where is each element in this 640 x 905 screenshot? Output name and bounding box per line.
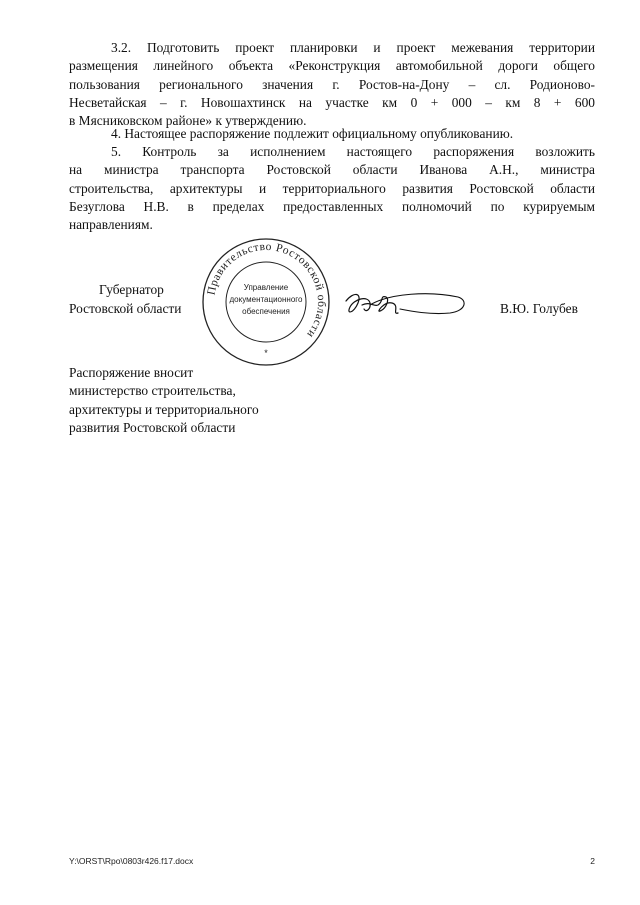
submitted-by-line: архитектуры и территориального bbox=[69, 401, 259, 417]
file-path: Y:\ORST\Rpo\0803r426.f17.docx bbox=[69, 856, 194, 866]
text-line: в Мясниковском районе» к утверждению. bbox=[69, 113, 307, 129]
text-line: пользования регионального значения г. Ростов-на-Дону – сл. Родионово- bbox=[69, 76, 595, 92]
submitted-by-line: министерство строительства, bbox=[69, 383, 236, 399]
text-line: размещения линейного объекта «Реконструкция автомобильной дороги общего bbox=[69, 58, 595, 74]
seal-center-line: Управление bbox=[243, 283, 289, 292]
seal-star: * bbox=[264, 348, 268, 358]
paragraph-4 bbox=[69, 125, 595, 143]
signer-position bbox=[69, 280, 181, 318]
seal-center-line: документационного bbox=[229, 295, 303, 304]
seal-ring-text: Правительство Ростовской области bbox=[205, 240, 328, 341]
official-seal bbox=[200, 236, 332, 368]
seal-center-line: обеспечения bbox=[242, 307, 290, 316]
paragraph-3-2 bbox=[69, 39, 595, 130]
text-line: Безуглова Н.В. в пределах предоставленных полномочий по курируемым bbox=[69, 198, 595, 214]
page-number: 2 bbox=[590, 856, 595, 866]
signer-position-line1: Губернатор bbox=[99, 282, 164, 297]
text-line: строительства, архитектуры и территориального развития Ростовской области bbox=[69, 180, 595, 196]
submitted-by-line: развития Ростовской области bbox=[69, 419, 236, 435]
text-line: на министра транспорта Ростовской области Иванова А.Н., министра bbox=[69, 162, 595, 178]
text-line: Несветайская – г. Новошахтинск на участке км 0 + 000 – км 8 + 600 bbox=[69, 94, 595, 110]
submitted-by-block bbox=[69, 364, 259, 437]
signer-name: В.Ю. Голубев bbox=[500, 301, 578, 316]
submitted-by-line: Распоряжение вносит bbox=[69, 365, 194, 380]
handwritten-signature bbox=[340, 287, 470, 323]
text-line: 4. Настоящее распоряжение подлежит официальному опубликованию. bbox=[111, 126, 514, 141]
signer-position-line2: Ростовской области bbox=[69, 301, 182, 316]
text-line: 3.2. Подготовить проект планировки и проект межевания территории bbox=[111, 40, 595, 55]
text-line: направлениям. bbox=[69, 217, 153, 233]
paragraph-5 bbox=[69, 143, 595, 234]
text-line: 5. Контроль за исполнением настоящего распоряжения возложить bbox=[111, 144, 595, 159]
